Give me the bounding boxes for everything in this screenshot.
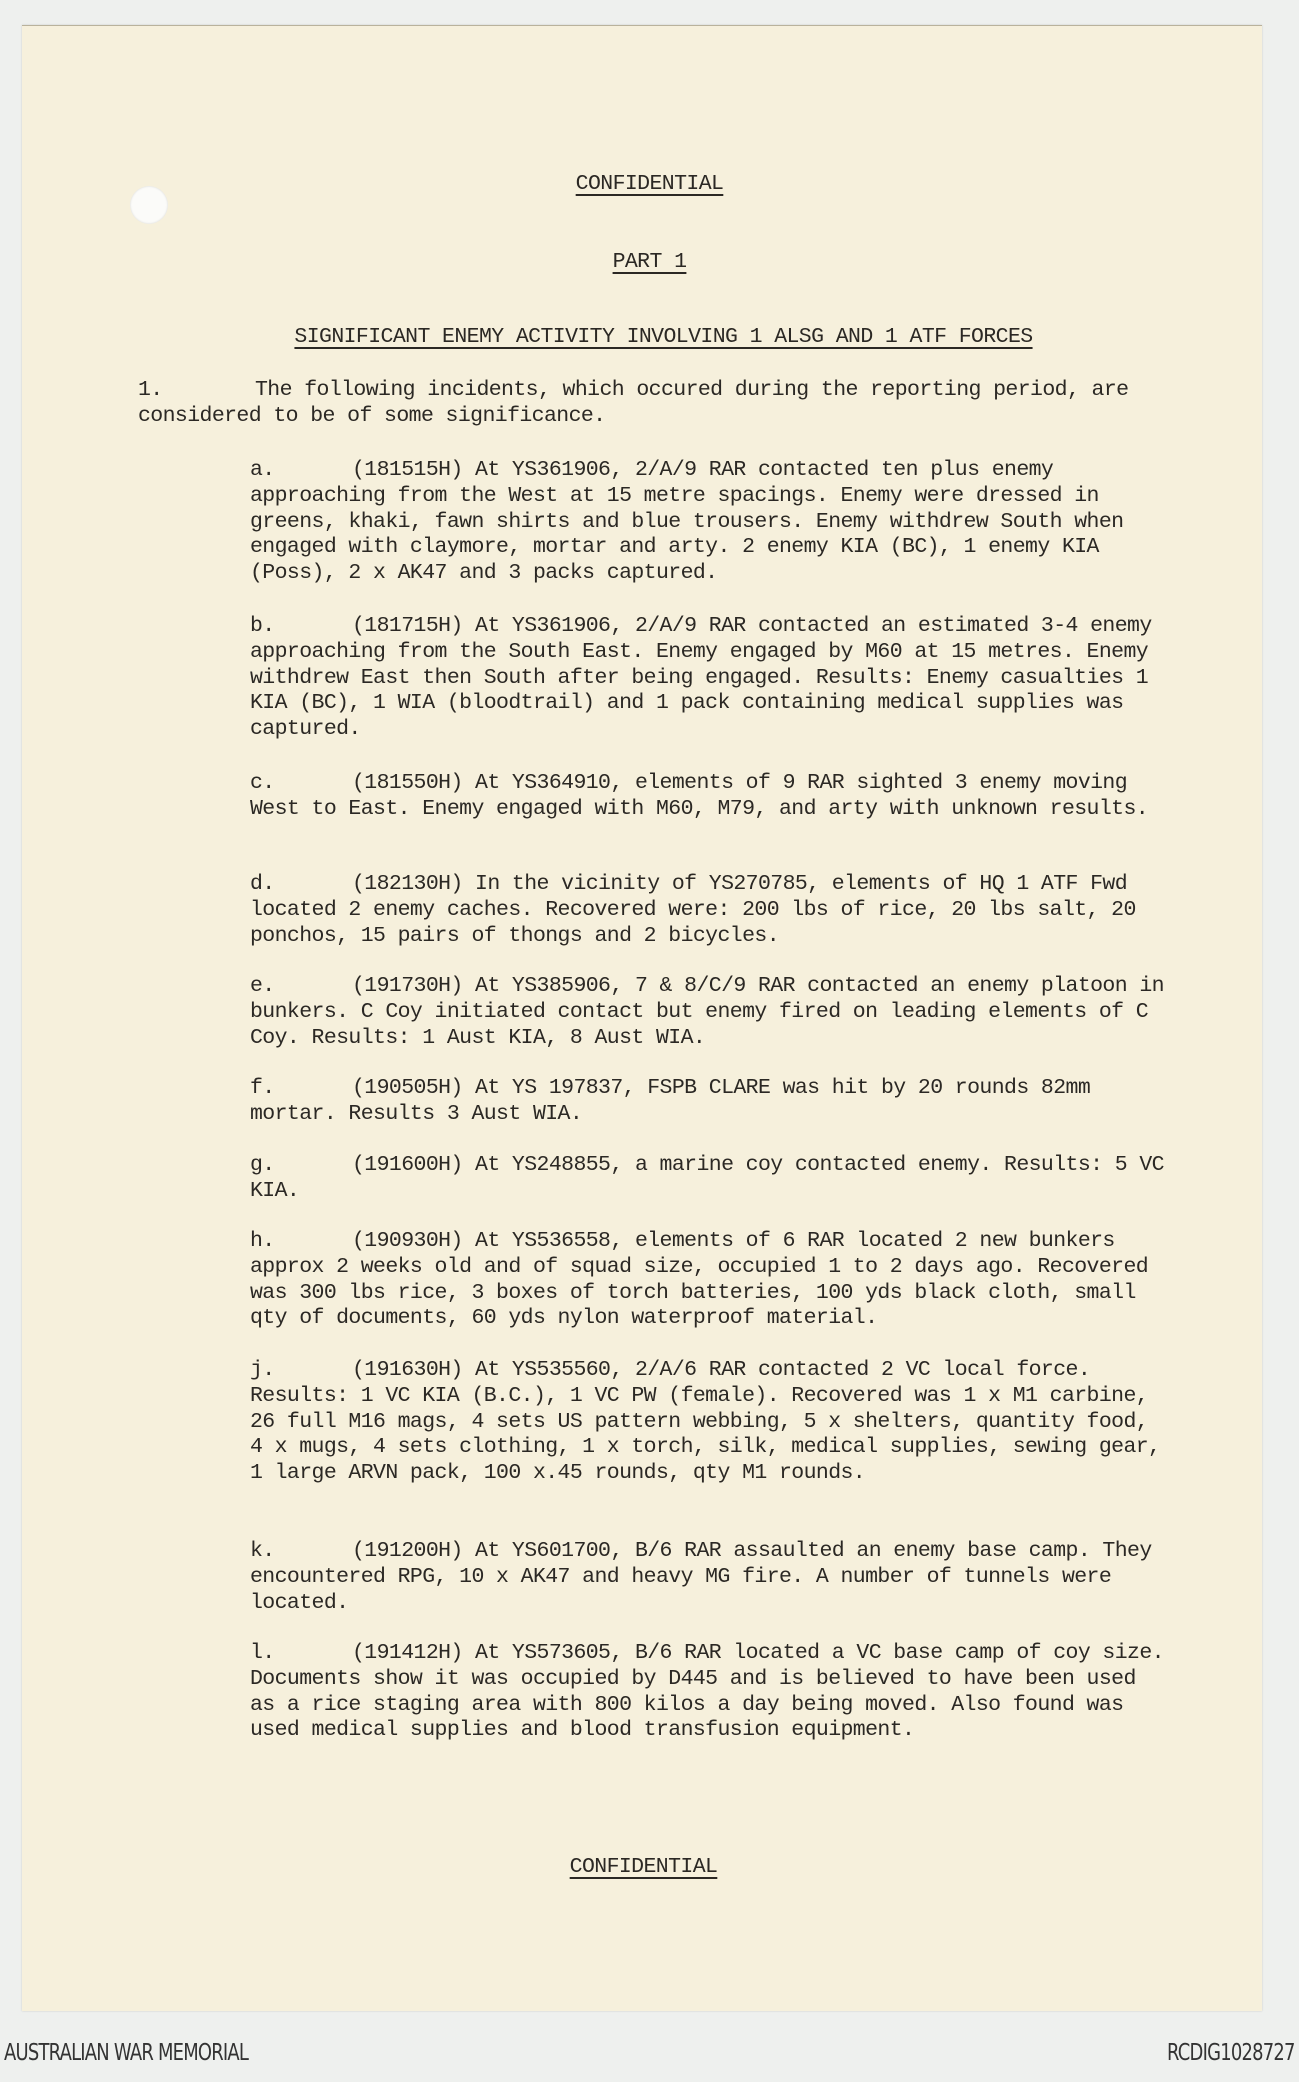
item-label: a.: [250, 458, 275, 482]
section-heading: SIGNIFICANT ENEMY ACTIVITY INVOLVING 1 ALSG AND 1 ATF FORCES: [294, 325, 1033, 349]
item-text: (191412H) At YS573605, B/6 RAR located a VC base camp of coy size. Documents show it was occupied by D445 and is believed to have been used as a rice staging area with 800 kilos a day being moved. Also found was used medical supplies and blood transfusion equipment.: [250, 1641, 1164, 1743]
incident-item-j: [250, 1358, 1170, 1487]
paragraph-text: The following incidents, which occured during the reporting period, are considered to be of some significance.: [138, 378, 1129, 428]
part-title: PART 1: [612, 250, 687, 274]
item-text: (190505H) At YS 197837, FSPB CLARE was hit by 20 rounds 82mm mortar. Results 3 Aust WIA.: [250, 1076, 1091, 1126]
incident-item-c: [250, 771, 1170, 823]
item-label: e.: [250, 974, 275, 998]
item-text: (181550H) At YS364910, elements of 9 RAR sighted 3 enemy moving West to East. Enemy engaged with M60, M79, and arty with unknown results.: [250, 771, 1149, 821]
incident-item-l: [250, 1641, 1170, 1744]
incident-item-d: [250, 872, 1170, 949]
item-label: d.: [250, 872, 275, 896]
incident-item-f: [250, 1076, 1170, 1128]
item-text: (181715H) At YS361906, 2/A/9 RAR contacted an estimated 3-4 enemy approaching from the South East. Enemy engaged by M60 at 15 metres. Enemy withdrew East then South after being engaged. Results: Enemy casualties 1 KIA (BC), 1 WIA (bloodtrail) and 1 pack containing medical supplies was captured.: [250, 614, 1152, 742]
item-label: l.: [250, 1641, 275, 1665]
item-label: h.: [250, 1229, 275, 1253]
item-text: (191600H) At YS248855, a marine coy contacted enemy. Results: 5 VC KIA.: [250, 1153, 1164, 1203]
incident-item-g: [250, 1153, 1170, 1205]
item-text: (181515H) At YS361906, 2/A/9 RAR contacted ten plus enemy approaching from the West at 15 metre spacings. Enemy were dressed in greens, khaki, fawn shirts and blue trousers. Enemy withdrew South when engaged with claymore, mortar and arty. 2 enemy KIA (BC), 1 enemy KIA (Poss), 2 x AK47 and 3 packs captured.: [250, 458, 1124, 586]
item-text: (182130H) In the vicinity of YS270785, elements of HQ 1 ATF Fwd located 2 enemy caches. Recovered were: 200 lbs of rice, 20 lbs salt, 20 ponchos, 15 pairs of thongs and 2 bicycles.: [250, 872, 1136, 948]
item-label: j.: [250, 1358, 275, 1382]
item-text: (191200H) At YS601700, B/6 RAR assaulted an enemy base camp. They encountered RPG, 10 x AK47 and heavy MG fire. A number of tunnels were located.: [250, 1539, 1152, 1615]
incident-item-b: [250, 614, 1170, 743]
paragraph-1: [138, 378, 1138, 430]
archive-record-id: RCDIG1028727: [1167, 2040, 1295, 2066]
item-text: (191630H) At YS535560, 2/A/6 RAR contacted 2 VC local force. Results: 1 VC KIA (B.C.), 1 VC PW (female). Recovered was 1 x M1 carbine, 26 full M16 mags, 4 sets US pattern webbing, 5 x shelters, quantity food, 4 x mugs, 4 sets clothing, 1 x torch, silk, medical supplies, sewing gear, 1 large ARVN pack, 100 x.45 rounds, qty M1 rounds.: [250, 1358, 1161, 1486]
footer-classification: CONFIDENTIAL: [569, 1855, 718, 1879]
item-label: b.: [250, 614, 275, 638]
incident-item-a: [250, 458, 1170, 587]
incident-item-e: [250, 974, 1170, 1051]
item-text: (191730H) At YS385906, 7 & 8/C/9 RAR contacted an enemy platoon in bunkers. C Coy initiated contact but enemy fired on leading elements of C Coy. Results: 1 Aust KIA, 8 Aust WIA.: [250, 974, 1164, 1050]
paragraph-number: 1.: [138, 378, 163, 402]
item-label: c.: [250, 771, 275, 795]
header-classification: CONFIDENTIAL: [575, 172, 724, 196]
item-label: k.: [250, 1539, 275, 1563]
incident-item-k: [250, 1539, 1170, 1616]
incident-item-h: [250, 1229, 1170, 1332]
item-label: f.: [250, 1076, 275, 1100]
archive-institution: AUSTRALIAN WAR MEMORIAL: [4, 2040, 249, 2066]
item-text: (190930H) At YS536558, elements of 6 RAR located 2 new bunkers approx 2 weeks old and of squad size, occupied 1 to 2 days ago. Recovered was 300 lbs rice, 3 boxes of torch batteries, 100 yds black cloth, small qty of documents, 60 yds nylon waterproof material.: [250, 1229, 1149, 1331]
item-label: g.: [250, 1153, 275, 1177]
